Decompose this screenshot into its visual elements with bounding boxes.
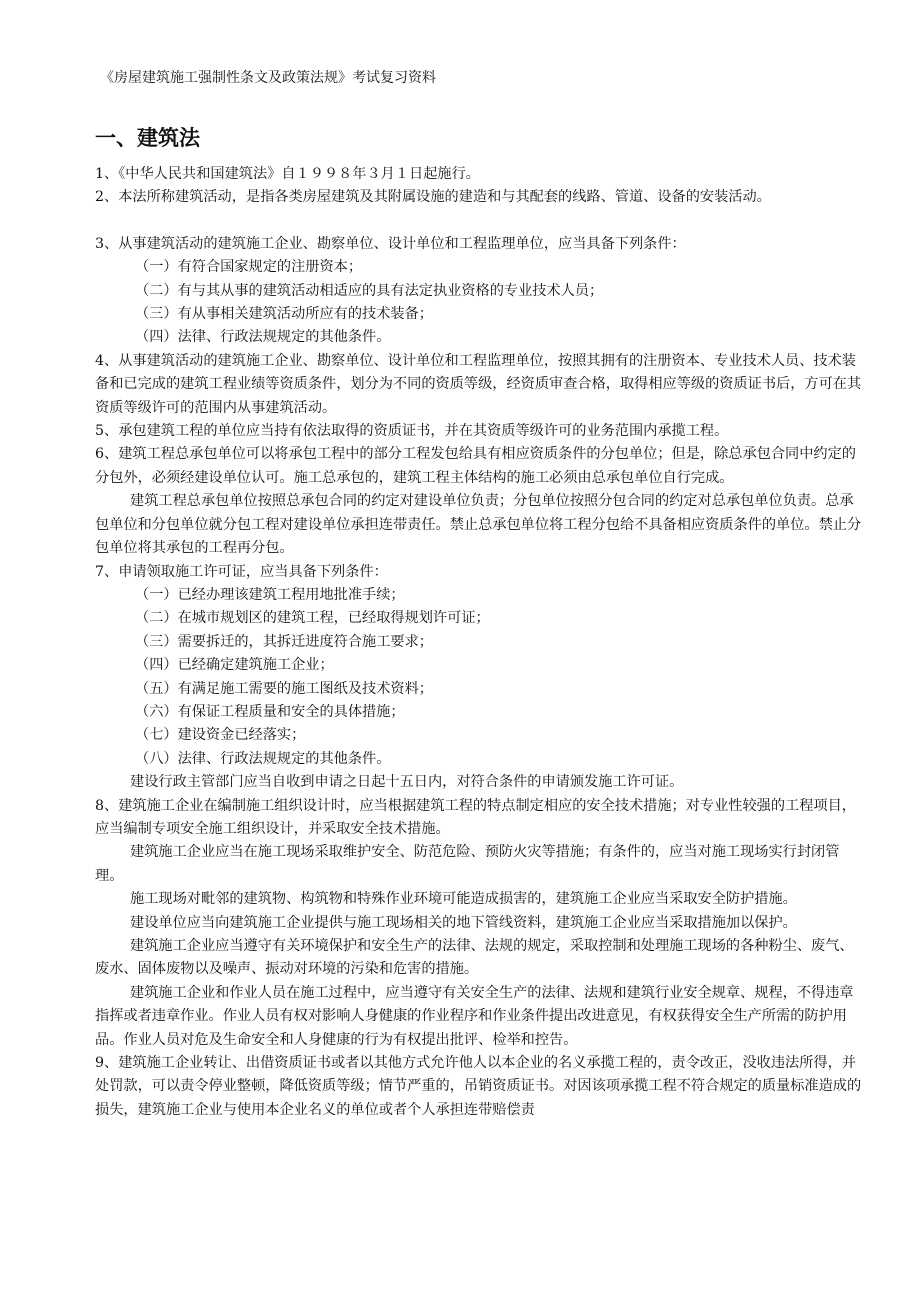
document-title: 《房屋建筑施工强制性条文及政策法规》考试复习资料 <box>100 70 436 86</box>
list-item: （四）已经确定建筑施工企业； <box>135 657 334 674</box>
list-item: （二）在城市规划区的建筑工程，已经取得规划许可证； <box>135 610 490 627</box>
paragraph-2: 2、本法所称建筑活动，是指各类房屋建筑及其附属设施的建造和与其配套的线路、管道、设备的安装活动。 <box>95 189 771 206</box>
paragraph-4: 4、从事建筑活动的建筑施工企业、勘察单位、设计单位和工程监理单位，按照其拥有的注册资本、专业技术人员、技术装备和已完成的建筑工程业绩等资质条件，划分为不同的资质等级，经资质审查合格，取得相应等级的资质证书后，方可在其资质等级许可的范围内从事建筑活动。 <box>95 352 862 416</box>
paragraph-gap <box>95 210 865 233</box>
paragraph-8: 8、建筑施工企业在编制施工组织设计时，应当根据建筑工程的特点制定相应的安全技术措施；对专业性较强的工程项目，应当编制专项安全施工组织设计，并采取安全技术措施。 <box>95 797 856 837</box>
document-body <box>95 163 865 1122</box>
paragraph-8-site-safety: 建筑施工企业应当在施工现场采取维护安全、防范危险、预防火灾等措施；有条件的，应当对施工现场实行封闭管理。 <box>95 844 840 884</box>
paragraph-5: 5、承包建筑工程的单位应当持有依法取得的资质证书，并在其资质等级许可的业务范围内承揽工程。 <box>95 423 729 440</box>
list-item: （七）建设资金已经落实； <box>135 727 306 744</box>
list-item: （四）法律、行政法规规定的其他条件。 <box>135 329 391 346</box>
paragraph-1: 1、《中华人民共和国建筑法》自１９９８年３月１日起施行。 <box>95 166 480 182</box>
paragraph-8-environment: 建筑施工企业应当遵守有关环境保护和安全生产的法律、法规的规定，采取控制和处理施工现场的各种粉尘、废气、废水、固体废物以及噪声、振动对环境的污染和危害的措施。 <box>95 938 854 978</box>
paragraph-8-workers: 建筑施工企业和作业人员在施工过程中，应当遵守有关安全生产的法律、法规和建筑行业安全规章、规程，不得违章指挥或者违章作业。作业人员有权对影响人身健康的作业程序和作业条件提出改进意见，有权获得安全生产所需的防护用品。作业人员对危及生命安全和人身健康的行为有权提出批评、检举和控告。 <box>95 984 854 1048</box>
list-item: （六）有保证工程质量和安全的具体措施； <box>135 703 405 720</box>
list-item: （五）有满足施工需要的施工图纸及技术资料； <box>135 680 433 697</box>
section-heading: 一、建筑法 <box>95 126 200 150</box>
list-item: （三）需要拆迁的，其拆迁进度符合施工要求； <box>135 633 433 650</box>
paragraph-8-adjacent-protection: 施工现场对毗邻的建筑物、构筑物和特殊作业环境可能造成损害的，建筑施工企业应当采取安全防护措施。 <box>130 891 797 908</box>
list-item: （二）有与其从事的建筑活动相适应的具有法定执业资格的专业技术人员； <box>135 282 604 299</box>
paragraph-6-continued: 建筑工程总承包单位按照总承包合同的约定对建设单位负责；分包单位按照分包合同的约定对总承包单位负责。总承包单位和分包单位就分包工程对建设单位承担连带责任。禁止总承包单位将工程分包给不具备相应资质条件的单位。禁止分包单位将其承包的工程再分包。 <box>95 493 862 557</box>
paragraph-6: 6、建筑工程总承包单位可以将承包工程中的部分工程发包给具有相应资质条件的分包单位；但是，除总承包合同中约定的分包外，必须经建设单位认可。施工总承包的，建筑工程主体结构的施工必须由总承包单位自行完成。 <box>95 446 856 486</box>
paragraph-7-continued: 建设行政主管部门应当自收到申请之日起十五日内，对符合条件的申请颁发施工许可证。 <box>130 774 684 791</box>
list-item: （一）已经办理该建筑工程用地批准手续； <box>135 586 405 603</box>
list-item: （三）有从事相关建筑活动所应有的技术装备； <box>135 306 433 323</box>
paragraph-8-underground-pipelines: 建设单位应当向建筑施工企业提供与施工现场相关的地下管线资料，建筑施工企业应当采取措施加以保护。 <box>130 914 797 931</box>
paragraph-7: 7、申请领取施工许可证，应当具备下列条件： <box>95 563 388 580</box>
list-item: （一）有符合国家规定的注册资本； <box>135 259 363 276</box>
list-item: （八）法律、行政法规规定的其他条件。 <box>135 750 391 767</box>
paragraph-9: 9、建筑施工企业转让、出借资质证书或者以其他方式允许他人以本企业的名义承揽工程的，责令改正，没收违法所得，并处罚款，可以责令停业整顿，降低资质等级；情节严重的，吊销资质证书。对因该项承揽工程不符合规定的质量标准造成的损失，建筑施工企业与使用本企业名义的单位或者个人承担连带赔偿责 <box>95 1055 862 1118</box>
paragraph-3: 3、从事建筑活动的建筑施工企业、勘察单位、设计单位和工程监理单位，应当具备下列条件： <box>95 235 686 252</box>
